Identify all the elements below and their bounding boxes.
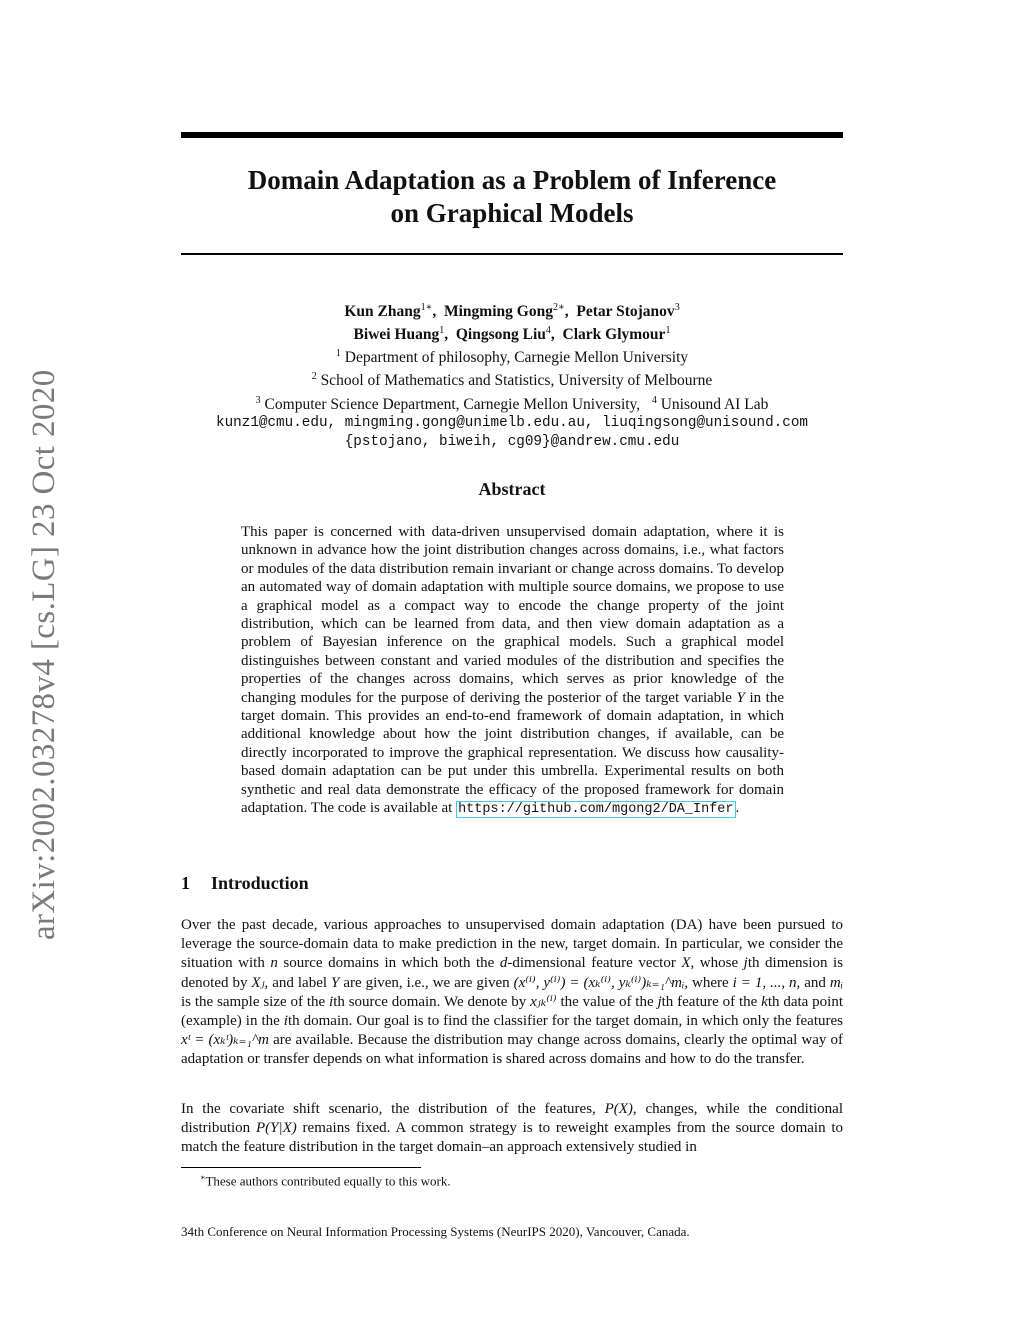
footnote-rule (181, 1167, 421, 1168)
author-mark: 1 (665, 325, 671, 337)
author-mark: 1 (439, 325, 445, 337)
conference-footer: 34th Conference on Neural Information Processing Systems (NeurIPS 2020), Vancouver, Canada. (181, 1224, 690, 1239)
section-heading-introduction (181, 873, 309, 894)
title-top-rule (181, 132, 843, 138)
arxiv-stamp: arXiv:2002.03278v4 [cs.LG] 23 Oct 2020 (26, 369, 62, 940)
title-bottom-rule (181, 253, 843, 255)
section-title: Introduction (211, 873, 309, 893)
title-line-1: Domain Adaptation as a Problem of Inference (247, 165, 777, 195)
author-mark: 2∗ (552, 302, 565, 313)
author-name: Clark Glymour (562, 326, 666, 344)
email-line-2: {pstojano, biweih, cg09}@andrew.cmu.edu (344, 433, 680, 450)
intro-paragraph-2: In the covariate shift scenario, the distribution of the features, P(X), changes, while the conditional distribution P(Y|X) remains fixed. A common strategy is to reweight examples from the source domain to match the feature distribution in the target domain–an approach extensively studied in (181, 1101, 844, 1156)
author-mark: 1∗ (420, 302, 433, 313)
email-line-1: kunz1@cmu.edu, mingming.gong@unimelb.edu.au, liuqingsong@unisound.com (216, 414, 808, 431)
affiliation-1: $^1$ Department of philosophy, Carnegie Mellon University (335, 348, 689, 367)
author-name: Kun Zhang (344, 303, 421, 321)
abstract-body: This paper is concerned with data-driven unsupervised domain adaptation, where it is unknown in advance how the joint distribution changes across domains, i.e., what factors or modules of the data distribution remain invariant or change across domains. To develop an automated way of domain adaptation with multiple source domains, we propose to use a graphical model as a compact way to encode the change property of the joint distribution, which can be learned from data, and then view domain adaptation as a problem of Bayesian inference on the graphical models. Such a graphical model distinguishes between constant and varied modules of the distribution and specifies the properties of the changes across domains, which serves as prior knowledge of the changing modules for the purpose of deriving the posterior of the target variable Y in the target domain. This provides an end-to-end framework of domain adaptation, in which additional knowledge about how the joint distribution changes, if available, can be directly incorporated to improve the graphical representation. We discuss how causality-based domain adaptation can be put under this umbrella. Experimental results on both synthetic and real data demonstrate the efficacy of the proposed framework for domain adaptation. The code is available at https://github.com/mgong2/DA_Infer . (241, 524, 785, 818)
author-name: Qingsong Liu (455, 326, 546, 344)
title-line-2: on Graphical Models (390, 198, 634, 228)
author-name: Mingming Gong (444, 303, 553, 321)
author-line-2: Biwei Huang$^1$, Qingsong Liu$^4$, Clark Glymour$^1$ (353, 325, 671, 344)
abstract-heading: Abstract (478, 479, 546, 499)
author-mark: 3 (674, 302, 680, 313)
affiliation-3-4: $^3$ Computer Science Department, Carnegie Mellon University, $^4$ Unisound AI Lab (255, 394, 769, 413)
author-line-1: Kun Zhang$^{1∗}$, Mingming Gong$^{2∗}$, Petar Stojanov$^3$ (344, 302, 680, 321)
author-block (181, 298, 843, 452)
author-mark: 4 (545, 325, 551, 337)
intro-paragraph-1: Over the past decade, various approaches to unsupervised domain adaptation (DA) have been pursued to leverage the source-domain data to make prediction in the new, target domain. In particular, we consider the situation with n source domains in which both the d-dimensional feature vector X, whose jth dimension is denoted by Xⱼ, and label Y are given, i.e., we are given (x⁽ⁱ⁾, y⁽ⁱ⁾) = (xₖ⁽ⁱ⁾, yₖ⁽ⁱ⁾)ₖ₌₁^mᵢ, where i = 1, ..., n, and mᵢ is the sample size of the ith source domain. We denote by xⱼₖ⁽ⁱ⁾ the value of the jth feature of the kth data point (example) in the ith domain. Our goal is to find the classifier for the target domain, in which only the features xᵗ = (xₖᵗ)ₖ₌₁^m are available. Because the distribution may change across domains, clearly the optimal way of adaptation or transfer depends on what information is shared across domains and how to do the transfer. (181, 917, 844, 1068)
code-link[interactable]: https://github.com/mgong2/DA_Infer (458, 802, 734, 818)
footnote: ∗These authors contributed equally to this work. (200, 1173, 451, 1189)
affiliation-2: $^2$ School of Mathematics and Statistics, University of Melbourne (311, 371, 713, 390)
author-name: Petar Stojanov (576, 303, 675, 321)
author-name: Biwei Huang (353, 326, 440, 344)
paper-title (181, 164, 843, 230)
section-number: 1 (181, 873, 190, 893)
